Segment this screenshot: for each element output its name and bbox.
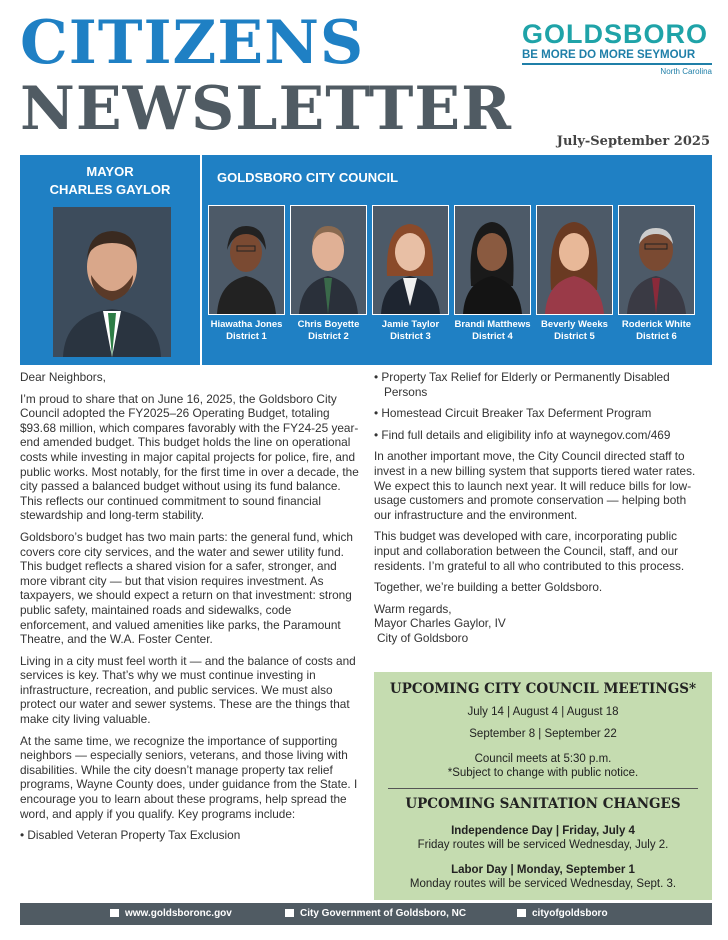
- meeting-dates: July 14 | August 4 | August 18: [467, 706, 619, 718]
- holiday-title: Labor Day | Monday, September 1: [451, 864, 635, 876]
- program-bullet: • Find full details and eligibility info at waynegov.com/469: [374, 427, 671, 442]
- letter-paragraph: Goldsboro’s budget has two main parts: the general fund, which covers core city services, and the water and sewer utility fund. This budget reflects a shared vision for a safer, stronger, and more vibrant city — but that vision requires investment. As taxpayers, we should expect a return on that investment: strong public safety, maintained roads and sidewalks, code enforcement, and valued amenities like parks, the Paramount Theatre, and the W.A. Foster Center.: [20, 529, 353, 647]
- member-district: District 6: [636, 331, 677, 342]
- member-photo: [454, 205, 531, 315]
- member-name: Brandi Matthews: [454, 319, 531, 330]
- mayor-name: CHARLES GAYLOR: [49, 182, 171, 197]
- holiday-schedule: Monday routes will be serviced Wednesday, Sept. 3.: [409, 878, 677, 890]
- meeting-time-note: Council meets at 5:30 p.m.: [474, 753, 612, 765]
- member-name: Roderick White: [621, 319, 692, 330]
- member-photo: [208, 205, 285, 315]
- footer-instagram[interactable]: cityofgoldsboro: [517, 908, 608, 919]
- issue-date: July-September 2025: [556, 134, 710, 149]
- facebook-icon: [285, 909, 294, 917]
- member-district: District 2: [308, 331, 349, 342]
- newsletter-title-line2: NEWSLETTER: [20, 74, 512, 144]
- member-photo: [372, 205, 449, 315]
- section-divider: [388, 788, 698, 789]
- footer-bar: [20, 903, 712, 925]
- mayor-title: MAYOR: [86, 164, 134, 179]
- council-member: [208, 205, 285, 343]
- footer-website[interactable]: www.goldsboronc.gov: [110, 908, 232, 919]
- member-district: District 5: [554, 331, 595, 342]
- member-district: District 1: [226, 331, 267, 342]
- holiday-title: Independence Day | Friday, July 4: [451, 825, 635, 837]
- member-name: Beverly Weeks: [541, 319, 608, 330]
- member-name: Jamie Taylor: [381, 319, 440, 330]
- meetings-heading: UPCOMING CITY COUNCIL MEETINGS*: [389, 681, 697, 697]
- council-member: [618, 205, 695, 343]
- council-member: [454, 205, 531, 343]
- logo-tagline: BE MORE DO MORE SEYMOUR: [522, 48, 712, 65]
- member-district: District 3: [390, 331, 431, 342]
- letter-paragraph: Together, we’re building a better Goldsboro.: [374, 580, 603, 595]
- program-bullet: • Disabled Veteran Property Tax Exclusion: [20, 828, 241, 843]
- letter-closing: Warm regards,: [374, 601, 452, 616]
- letter-paragraph: In another important move, the City Council directed staff to invest in a new billing system that supports tiered water rates. We expect this to launch next year. It will reduce bills for low-usage customers and promote conservation — helping both our infrastructure and the environment.: [374, 449, 696, 522]
- mayor-section: [20, 155, 200, 365]
- member-photo: [618, 205, 695, 315]
- monitor-icon: [110, 909, 119, 917]
- logo-name: GOLDSBORO: [522, 19, 709, 49]
- meeting-change-note: *Subject to change with public notice.: [447, 767, 639, 779]
- council-heading: GOLDSBORO CITY COUNCIL: [217, 170, 399, 185]
- member-name: Hiawatha Jones: [210, 319, 283, 330]
- sanitation-heading: UPCOMING SANITATION CHANGES: [405, 796, 681, 812]
- mayor-photo: [53, 207, 171, 357]
- goldsboro-logo: [522, 20, 712, 76]
- letter-greeting: Dear Neighbors,: [20, 370, 106, 384]
- program-bullet: • Property Tax Relief for Elderly or Permanently Disabled Persons: [374, 370, 670, 399]
- events-box: [374, 672, 712, 900]
- letter-city: City of Goldsboro: [377, 630, 469, 645]
- band-divider: [200, 155, 202, 365]
- letter-column-left: [20, 370, 360, 850]
- footer-facebook[interactable]: City Government of Goldsboro, NC: [285, 908, 466, 919]
- meeting-dates: September 8 | September 22: [469, 728, 617, 740]
- member-district: District 4: [472, 331, 513, 342]
- letter-paragraph: I’m proud to share that on June 16, 2025, the Goldsboro City Council adopted the FY2025–26 Operating Budget, totaling $93.68 million, which compares favorably with the FY24-25 year-end amended budget. This budget holds the line on operational costs while investing in major capital projects for police, fire, and public works. Most notably, for the first time in over a decade, the city passed a balanced budget without using its fund balance. This reflects our continued commitment to sound financial stewardship and long-term stability.: [20, 391, 359, 523]
- letter-column-right: [374, 370, 704, 646]
- letter-paragraph: This budget was developed with care, incorporating public input and collaboration between the Council, staff, and our residents. I’m grateful to all who contributed to this process.: [374, 529, 685, 573]
- council-member: [372, 205, 449, 343]
- member-photo: [536, 205, 613, 315]
- member-photo: [290, 205, 367, 315]
- program-bullet: • Homestead Circuit Breaker Tax Deferment Program: [374, 406, 652, 421]
- instagram-icon: [517, 909, 526, 917]
- logo-state: North Carolina: [660, 67, 712, 76]
- letter-signature: Mayor Charles Gaylor, IV: [374, 616, 506, 631]
- holiday-schedule: Friday routes will be serviced Wednesday, July 2.: [417, 839, 669, 851]
- newsletter-title-line1: CITIZENS: [20, 8, 365, 78]
- council-member: [290, 205, 367, 343]
- letter-paragraph: At the same time, we recognize the importance of supporting neighbors — especially seniors, veterans, and those living with disabilities. While the city doesn’t manage property tax relief programs, Wayne County does, under guidance from the State. I encourage you to learn about these programs, help spread the word, and apply if you qualify. Key programs include:: [20, 733, 358, 821]
- letter-paragraph: Living in a city must feel worth it — and the balance of costs and services is key. That’s why we must continue investing in infrastructure, recreation, and public services. We must also protect our water and sewer systems. These are the things that make city living valuable.: [20, 653, 356, 727]
- council-member: [536, 205, 613, 343]
- member-name: Chris Boyette: [297, 319, 360, 330]
